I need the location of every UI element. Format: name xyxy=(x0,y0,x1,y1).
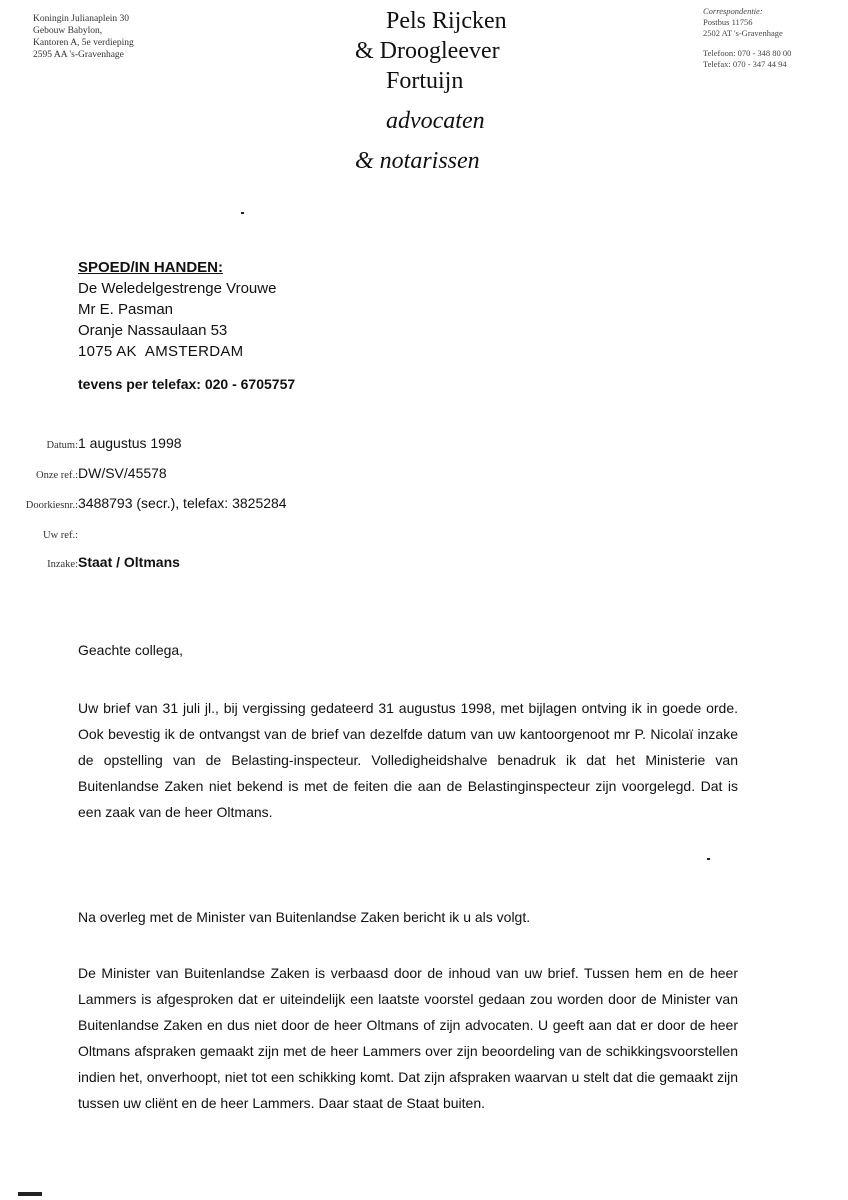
recipient-line: Mr E. Pasman xyxy=(78,301,174,318)
meta-subject xyxy=(0,552,600,572)
meta-label: Doorkiesnr.: xyxy=(25,500,78,511)
meta-your-ref xyxy=(0,523,600,543)
meta-date xyxy=(0,433,600,453)
firm-profession-line: & notarissen xyxy=(355,148,480,174)
correspondence-line: Postbus 11756 xyxy=(703,17,753,27)
urgent-heading: SPOED/IN HANDEN: xyxy=(78,259,224,276)
firm-name-line: & Droogleever xyxy=(355,38,500,64)
meta-value: 3488793 (secr.), telefax: 3825284 xyxy=(78,495,287,511)
body-paragraph: Na overleg met de Minister van Buitenlandse Zaken bericht ik u als volgt. xyxy=(78,909,531,925)
salutation: Geachte collega, xyxy=(78,642,184,658)
meta-our-ref xyxy=(0,463,600,483)
meta-value: 1 augustus 1998 xyxy=(78,435,182,451)
meta-label: Datum: xyxy=(46,440,78,451)
firm-profession-line: advocaten xyxy=(386,108,485,134)
meta-value: Staat / Oltmans xyxy=(78,554,180,570)
recipient-line: Oranje Nassaulaan 53 xyxy=(78,322,228,339)
meta-label: Onze ref.: xyxy=(36,470,78,481)
meta-direct-line xyxy=(0,493,600,513)
recipient-block xyxy=(78,257,276,362)
firm-letterhead xyxy=(355,6,615,176)
recipient-line: 1075 AK AMSTERDAM xyxy=(78,343,244,360)
correspondence-label: Correspondentie: xyxy=(703,6,763,16)
sender-address-line: 2595 AA 's-Gravenhage xyxy=(33,50,124,60)
sender-address-line: Koningin Julianaplein 30 xyxy=(33,14,130,24)
firm-name-line: Fortuijn xyxy=(386,68,464,94)
meta-label: Inzake: xyxy=(47,559,78,570)
meta-label: Uw ref.: xyxy=(43,530,78,541)
correspondence-address xyxy=(703,6,848,70)
sender-address-line: Gebouw Babylon, xyxy=(33,26,103,36)
phone-number: Telefoon: 070 - 348 80 00 xyxy=(703,48,792,58)
sender-address-line: Kantoren A, 5e verdieping xyxy=(33,38,134,48)
body-paragraph: De Minister van Buitenlandse Zaken is verbaasd door de inhoud van uw brief. Tussen hem en de heer Lammers is afgesproken dat er uiteindelijk een laatste voorstel gedaan zou worden door de Minister van Buitenlandse Zaken en dus niet door de heer Oltmans of zijn advocaten. U geeft aan dat er door de heer Oltmans afspraken gemaakt zijn met de heer Lammers over zijn beoordeling van de schikkingsvoorstellen indien het, onverhoopt, niet tot een schikking komt. Dat zijn afspraken waarvan u stelt dat die gemaakt zijn tussen uw cliënt en de heer Lammers. Daar staat de Staat buiten. xyxy=(78,965,738,1111)
meta-value: DW/SV/45578 xyxy=(78,465,167,481)
fax-number: Telefax: 070 - 347 44 94 xyxy=(703,59,787,69)
sender-address xyxy=(33,13,233,61)
recipient-line: De Weledelgestrenge Vrouwe xyxy=(78,280,277,297)
correspondence-line: 2502 AT 's-Gravenhage xyxy=(703,28,783,38)
recipient-fax: tevens per telefax: 020 - 6705757 xyxy=(78,376,296,392)
body-paragraph: Uw brief van 31 juli jl., bij vergissing gedateerd 31 augustus 1998, met bijlagen ontving ik in goede orde. Ook bevestig ik de ontvangst van de brief van dezelfde datum van uw kantoorgenoot mr P. Nicolaï inzake de opstelling van de Belasting-inspecteur. Volledigheidshalve benadruk ik dat het Ministerie van Buitenlandse Zaken niet bekend is met de feiten die aan de Belastinginspecteur zijn voorgelegd. Dat is een zaak van de heer Oltmans. xyxy=(78,700,738,820)
firm-name-line: Pels Rijcken xyxy=(386,8,507,34)
